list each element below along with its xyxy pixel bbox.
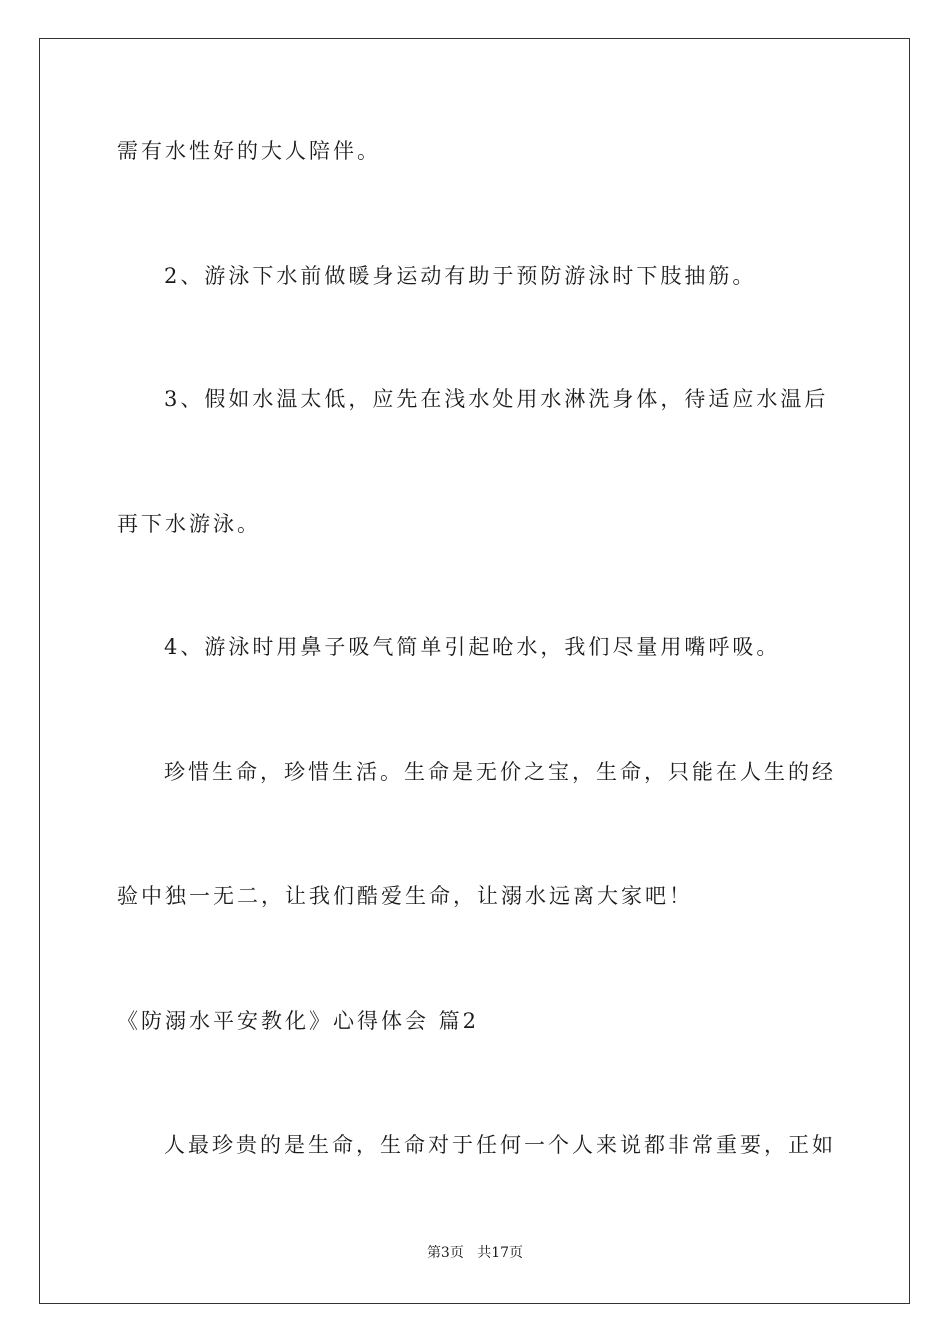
page-number: 第3页 <box>426 1245 464 1261</box>
text-line-3: 3、假如水温太低，应先在浅水处用水淋洗身体，待适应水温后 <box>164 387 829 411</box>
page-frame <box>39 38 910 1304</box>
text-line-2: 2、游泳下水前做暖身运动有助于预防游泳时下肢抽筋。 <box>164 264 757 288</box>
page-footer <box>0 1243 950 1263</box>
text-line-4: 再下水游泳。 <box>117 512 261 536</box>
text-line-5: 4、游泳时用鼻子吸气简单引起呛水，我们尽量用嘴呼吸。 <box>164 635 781 659</box>
page-total: 共17页 <box>477 1245 524 1261</box>
section-heading: 《防溺水平安教化》心得体会 篇2 <box>117 1009 480 1033</box>
text-line-6: 珍惜生命，珍惜生活。生命是无价之宝，生命，只能在人生的经 <box>164 760 836 784</box>
text-line-7: 验中独一无二，让我们酷爱生命，让溺水远离大家吧！ <box>117 884 693 908</box>
text-line-9: 人最珍贵的是生命，生命对于任何一个人来说都非常重要，正如 <box>164 1133 836 1157</box>
text-line-1: 需有水性好的大人陪伴。 <box>117 139 381 163</box>
